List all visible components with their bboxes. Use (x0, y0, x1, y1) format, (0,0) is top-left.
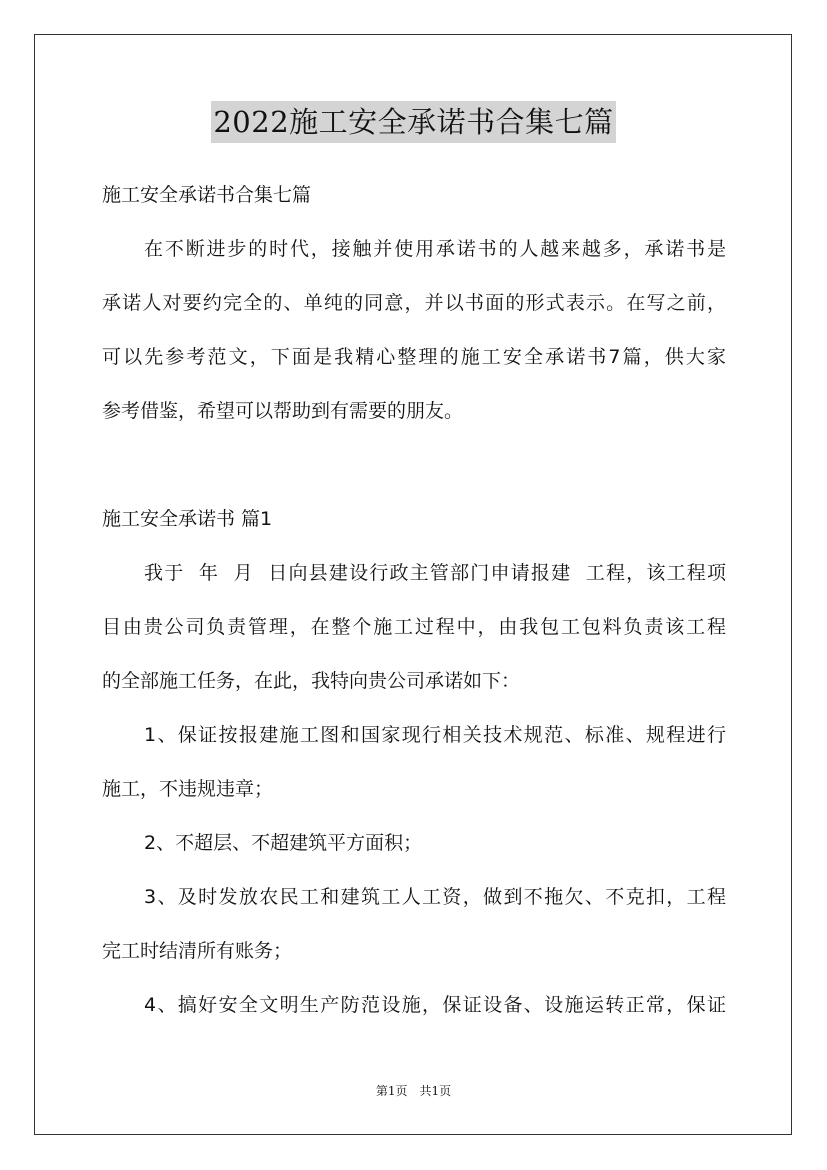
section-heading: 施工安全承诺书 篇1 (102, 508, 273, 530)
list-item: 3、及时发放农民工和建筑工人工资，做到不拖欠、不克扣，工程 (144, 886, 726, 908)
list-item-continuation: 施工，不违规违章； (102, 778, 274, 800)
body-line: 我于 年 月 日向县建设行政主管部门申请报建 工程，该工程项 (144, 562, 726, 584)
subtitle-line: 施工安全承诺书合集七篇 (102, 184, 312, 206)
body-line: 可以先参考范文，下面是我精心整理的施工安全承诺书7篇，供大家 (102, 346, 726, 368)
list-item: 2、不超层、不超建筑平方面积； (144, 832, 423, 854)
page-total: 共1页 (419, 1084, 452, 1098)
body-line: 的全部施工任务，在此，我特向贵公司承诺如下： (102, 670, 521, 692)
list-item: 1、保证按报建施工图和国家现行相关技术规范、标准、规程进行 (144, 724, 726, 746)
page-number: 第1页 (375, 1084, 408, 1098)
body-line: 承诺人对要约完全的、单纯的同意，并以书面的形式表示。在写之前， (102, 292, 726, 314)
body-line: 参考借鉴，希望可以帮助到有需要的朋友。 (102, 400, 464, 422)
list-item-continuation: 完工时结清所有账务； (102, 940, 293, 962)
body-line: 在不断进步的时代，接触并使用承诺书的人越来越多，承诺书是 (144, 238, 726, 260)
title-container (0, 101, 827, 143)
document-title: 2022施工安全承诺书合集七篇 (211, 101, 615, 143)
list-item: 4、搞好安全文明生产防范设施，保证设备、设施运转正常，保证 (144, 994, 726, 1016)
body-line: 目由贵公司负责管理，在整个施工过程中，由我包工包料负责该工程 (102, 616, 726, 638)
page-footer (0, 1083, 827, 1099)
